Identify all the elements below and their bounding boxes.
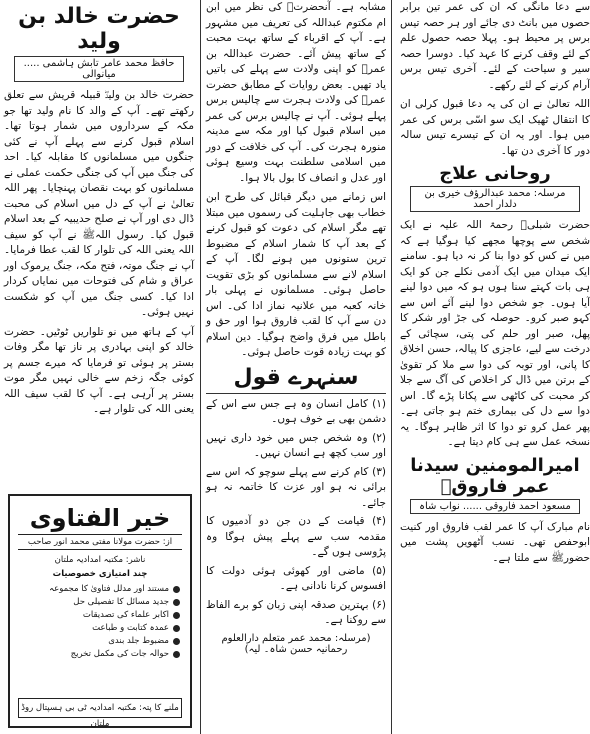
book-advertisement (8, 494, 192, 728)
bullet-icon (173, 586, 180, 593)
saying-item: (۶) بہترین صدقہ اپنی زبان کو برے الفاظ سے روکنا ہے۔ (206, 598, 386, 626)
ad-feature-item: مستند اور مدلل فتاویٰ کا مجموعہ (20, 583, 180, 596)
bullet-icon (173, 651, 180, 658)
article-paragraph: اس زمانے میں دیگر قبائل کی طرح ابن خطاب بھی جاہلیت کی رسموں میں مبتلا تھے مگر اسلام کی دعوت کو قبول کرنے کے بعد آپ کا شمار اسلام کے مضبوط ترین ستونوں میں ہونے لگا۔ آپ کے اسلام لانے سے مسلمانوں کو بڑی تقویت حاصل ہوئی۔ مسلمانوں نے پہلی بار خانہ کعبہ میں علانیہ نماز ادا کی۔ اس دن سے آپ کا لقب فاروق ہوا اور حق و باطل میں فرق واضح ہوگیا۔ دین اسلام کو بہت زیادہ قوت حاصل ہوئی۔ (206, 191, 386, 358)
article-paragraph: حضرت شبلیؒ رحمۃ اللہ علیہ نے ایک شخص سے پوچھا مجھے کیا ہوگیا ہے کہ میں نے کس کو دوا بنا کر نہ دیا ہو۔ سامنے ایک میدان میں ایک آدمی نکلے جن کو ایک ہی بات کہتے سنا ہوں ہو کہ میں دوا لینے آیا ہوں۔ جو شخص دوا لینے آئے اس سے کہو صبر کرو۔ حوصلہ کی جڑ اور شکر کا پھل، صبر اور حلم کی پتی، سچائی کے درخت سے لیے، عاجزی کا پیالہ، حسن اخلاق کا پانی، اور توبہ کی دوا سے ملا کر تقویٰ کے برتن میں ڈال کر اخلاص کی آگ سے جلا کر محبت کی کاٹھی سے پکانا پڑے گا۔ اس دوا سے دل کی بیماری ختم ہو جاتی ہے۔ پھر عمل کرو تو دوا کا اثر ظاہر ہوگا۔ یہ نسخہ عمل سے ہی کام دیتا ہے۔ (400, 219, 590, 448)
divider (206, 393, 386, 394)
article-paragraph: مشابہ ہے۔ آنحضرتﷺ کی نظر میں ابن ام مکتوم عبداللہ کی تعریف میں مشہور ہے۔ آپ کے اقرباء کے ساتھ بہت محبت کے ساتھ پیش آئے۔ حضرت عبداللہ بن عمرؓ کو اپنی ولادت سے پہلے کی باتیں یاد تھیں۔ بعض روایات کے مطابق حضرت عمرؓ کی ولادت ہجرت سے چالیس برس پہلے ہوئی۔ آپ نے چالیس برس کی عمر میں اسلام قبول کیا اور مکہ سے مدینہ منورہ ہجرت کی۔ آپ کی خلافت کے دور میں اسلامی سلطنت بہت وسیع ہوئی اور عدل و انصاف کا بول بالا ہوا۔ (206, 1, 386, 184)
section-heading-khalid-bin-walid: حضرت خالد بن ولید (18, 4, 180, 54)
ad-contact-box (18, 698, 182, 729)
ad-feature-list (20, 583, 180, 661)
bullet-icon (173, 638, 180, 645)
section-heading-golden-sayings: سنہرے قول (233, 364, 359, 390)
article-paragraph: حضرت خالد بن ولیدؓ قبیلہ قریش سے تعلق رکھتے تھے۔ آپ کے والد کا نام ولید تھا جو مکہ کے سرداروں میں شمار ہوتا تھا۔ اسلام قبول کرنے سے پہلے آپ نے کئی جنگوں میں مسلمانوں کا مقابلہ کیا۔ احد کی جنگ میں آپ کی جنگی حکمت عملی نے مسلمانوں کو بہت نقصان پہنچایا۔ پھر اللہ تعالیٰ نے آپ کے دل میں اسلام کی محبت ڈال دی اور آپ نے صلح حدیبیہ کے بعد اسلام قبول کیا۔ رسول اللہﷺ نے آپ کو سیف اللہ یعنی اللہ کی تلوار کا لقب عطا فرمایا۔ آپ نے جنگ موتہ، فتح مکہ، جنگ یرموک اور عراق و شام کی فتوحات میں نمایاں کردار ادا کیا۔ کسی جنگ میں آپ کو شکست نہیں ہوئی۔ (4, 89, 194, 318)
article-paragraph: نام مبارک آپ کا عمر لقب فاروق اور کنیت ابوحفص تھی۔ نسب آٹھویں پشت میں حضورﷺ سے ملتا ہے۔ (400, 520, 590, 564)
intro-paragraph: سے دعا مانگی کہ ان کی عمر تین برابر حصوں میں بانٹ دی جائے اور ہر حصہ تیس برس پر محیط ہو۔ پہلا حصہ حصول علم کے لئے وقف کرنے کا عہد کیا۔ دوسرا حصہ سیر و سیاحت کے لئے۔ آخری تیس برس آرام کرنے کے لئے رکھے۔ (400, 1, 590, 91)
section-byline: حافظ محمد عامر تابش ہاشمی ..... میانوالی (14, 56, 184, 82)
middle-column (200, 0, 392, 734)
bullet-icon (173, 612, 180, 619)
ad-feature-item: حوالہ جات کی مکمل تخریج (20, 648, 180, 661)
article-signature: (مرسلہ: محمد عمر متعلم دارالعلوم رحمانیہ حسن شاہ۔ لیہ) (221, 632, 371, 655)
article-paragraph: آپ کے ہاتھ میں نو تلواریں ٹوٹیں۔ حضرت خالد کو اپنی بہادری پر ناز تھا مگر وفات بستر پر ہوئی تو فرمایا کہ میرے جسم پر کوئی جگہ زخم سے خالی نہیں مگر موت بستر پر آرہی ہے۔ آپ کا لقب سیف اللہ یعنی اللہ کی تلوار ہے۔ (4, 325, 194, 415)
right-column (400, 0, 590, 734)
ad-title: خیر الفتاوی (29, 504, 171, 532)
saying-item: (۵) ماضی اور کھوئی ہوئی دولت کا افسوس کرنا نادانی ہے۔ (206, 564, 386, 592)
ad-feature-item: جدید مسائل کا تفصیلی حل (20, 596, 180, 609)
intro-paragraph: اللہ تعالیٰ نے ان کی یہ دعا قبول کرلی ان کا انتقال ٹھیک ایک سو اسّی برس کی عمر میں ہوا۔ اور یہ ان کے تیسرے تیس سالہ دور کا آخری دن تھا۔ (400, 98, 590, 157)
ad-features-title: چند امتیازی خصوصیات (52, 569, 148, 579)
bullet-icon (173, 625, 180, 632)
ad-publisher: ناشر: مکتبہ امدادیہ ملتان (54, 555, 146, 565)
left-column (0, 0, 198, 734)
section-byline: مسعود احمد فاروقی ...... نواب شاہ (410, 499, 580, 514)
ad-feature-item: مضبوط جلد بندی (20, 635, 180, 648)
ad-feature-item: عمدہ کتابت و طباعت (20, 622, 180, 635)
ad-subtitle: از: حضرت مولانا مفتی محمد انور صاحب (18, 534, 182, 550)
saying-item: (۲) وہ شخص جس میں خود داری نہیں اور سب کچھ ہے انسان نہیں۔ (206, 431, 386, 459)
section-heading-spiritual-cure: روحانی علاج (439, 163, 551, 184)
saying-item: (۳) کام کرنے سے پہلے سوچو کہ اس سے برائی نہ ہو اور عزت کا خاتمہ نہ ہو جائے۔ (206, 465, 386, 509)
saying-item: (۴) قیامت کے دن جن دو آدمیوں کا مقدمہ سب سے پہلے پیش ہوگا وہ پڑوسی ہوں گے۔ (206, 515, 386, 558)
bullet-icon (173, 599, 180, 606)
saying-item: (۱) کامل انسان وہ ہے جس سے اس کے دشمن بھی بے خوف ہوں۔ (206, 397, 386, 425)
section-byline: مرسلہ: محمد عبدالرؤف خیری بن دلدار احمد (410, 186, 580, 212)
ad-feature-item: اکابر علماء کی تصدیقات (20, 609, 180, 622)
section-heading-umar-farooq: امیرالمومنین سیدنا عمر فاروقؓ (410, 454, 580, 497)
ad-contact: ملنے کا پتہ: مکتبہ امدادیہ ٹی بی ہسپتال روڈ ملتان (21, 703, 179, 729)
